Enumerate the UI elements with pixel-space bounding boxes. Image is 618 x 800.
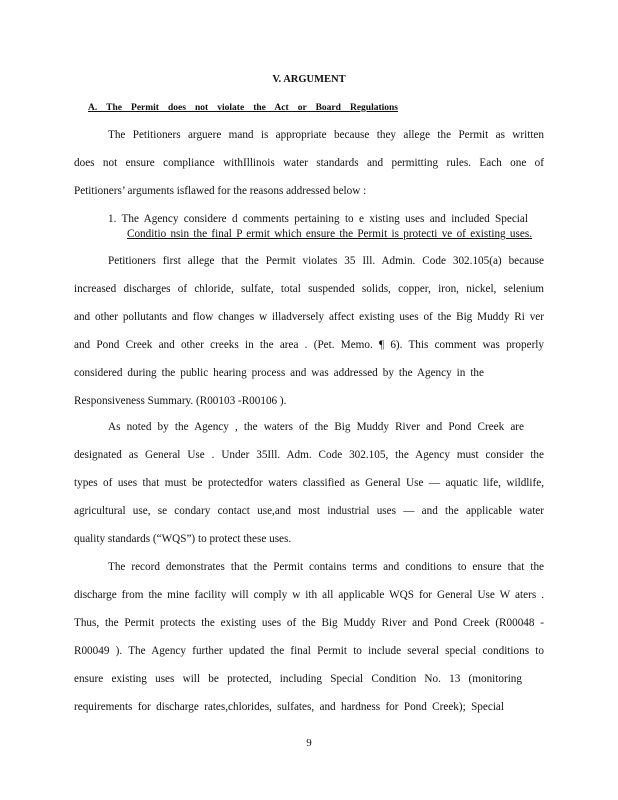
paragraph-line: types of uses that must be protectedfor waters classified as General Use — aquatic life, wildlife, (74, 477, 544, 489)
paragraph-line: discharge from the mine facility will comply w ith all applicable WQS for General Use W aters . (74, 589, 544, 601)
paragraph-line: Petitioners’ arguments isflawed for the reasons addressed below : (74, 185, 367, 197)
paragraph-line: The Petitioners arguere mand is appropriate because they allege the Permit as written (108, 129, 544, 141)
paragraph-line: requirements for discharge rates,chlorides, sulfates, and hardness for Pond Creek); Special (74, 701, 504, 713)
page-number: 9 (306, 737, 312, 749)
paragraph-line: The record demonstrates that the Permit contains terms and conditions to ensure that the (108, 561, 544, 573)
paragraph-line: and Pond Creek and other creeks in the area . (Pet. Memo. ¶ 6). This comment was properly (74, 339, 544, 351)
paragraph-line: Responsiveness Summary. (R00103 -R00106 ). (74, 395, 287, 407)
paragraph-line: designated as General Use . Under 35Ill. Adm. Code 302.105, the Agency must consider the (74, 449, 544, 461)
paragraph-line: does not ensure compliance withIllinois water standards and permitting rules. Each one of (74, 157, 544, 169)
paragraph-line: considered during the public hearing process and was addressed by the Agency in the (74, 367, 484, 379)
subheading: A. The Permit does not violate the Act or Board Regulations (88, 103, 398, 113)
paragraph-line: R00049 ). The Agency further updated the final Permit to include several special conditions to (74, 645, 544, 657)
paragraph-line: increased discharges of chloride, sulfate, total suspended solids, copper, iron, nickel, selenium (74, 283, 544, 295)
paragraph-line: Petitioners first allege that the Permit violates 35 Ill. Admin. Code 302.105(a) because (108, 255, 544, 267)
section-title: V. ARGUMENT (272, 74, 346, 85)
paragraph-line: ensure existing uses will be protected, including Special Condition No. 13 (monitoring (74, 673, 522, 685)
paragraph-line: agricultural use, se condary contact use,and most industrial uses — and the applicable water (74, 505, 544, 517)
paragraph-line: Thus, the Permit protects the existing uses of the Big Muddy River and Pond Creek (R00048 - (74, 617, 544, 629)
paragraph-line: quality standards (“WQS”) to protect these uses. (74, 533, 292, 545)
list-item-line: 1. The Agency considere d comments pertaining to e xisting uses and included Special (108, 213, 528, 225)
paragraph-line: As noted by the Agency , the waters of the Big Muddy River and Pond Creek are (108, 421, 524, 433)
list-item-line: Conditio nsin the final P ermit which ensure the Permit is protecti ve of existing uses. (127, 228, 532, 240)
paragraph-line: and other pollutants and flow changes w illadversely affect existing uses of the Big Muddy Ri ver (74, 311, 544, 323)
